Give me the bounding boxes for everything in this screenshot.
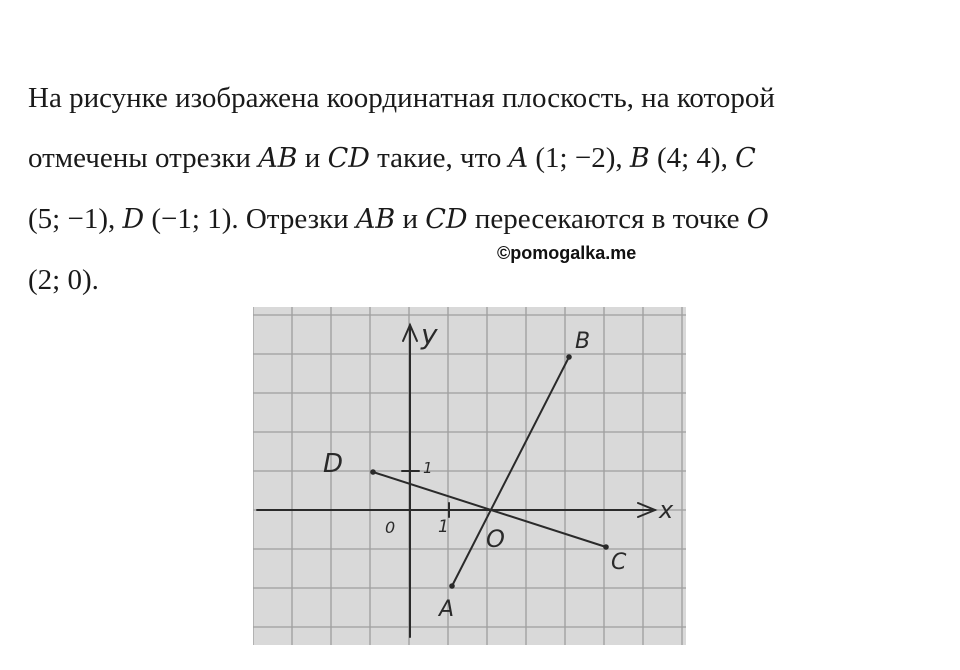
point-a-dot	[449, 583, 455, 589]
problem-line-4: (2; 0).	[28, 264, 99, 296]
x-unit-label: 1	[438, 517, 449, 537]
origin-label: 0	[385, 518, 396, 537]
axes	[257, 325, 655, 637]
watermark: ©pomogalka.me	[497, 243, 637, 263]
segment-name-cd: CD	[327, 143, 370, 174]
segment-name-ab: AB	[355, 204, 396, 235]
point-name-a: A	[508, 143, 529, 174]
point-c-coords: (5; −1),	[28, 203, 123, 235]
point-a-coords: (1; −2),	[528, 142, 630, 174]
coordinate-plane-figure	[253, 307, 686, 645]
y-unit-label: 1	[423, 459, 433, 477]
grid	[253, 307, 686, 645]
point-b-coords: (4; 4),	[649, 142, 736, 174]
point-c-dot	[603, 544, 609, 550]
text-fragment: и	[297, 142, 328, 174]
segment-name-cd: CD	[425, 204, 468, 235]
point-name-c: C	[735, 143, 756, 174]
point-name-b: B	[629, 143, 650, 174]
point-name-o: O	[746, 204, 769, 235]
text-fragment: такие, что	[369, 142, 509, 174]
problem-line-1: На рисунке изображена координатная плоскость, на которой	[28, 82, 775, 114]
problem-line-2	[28, 128, 928, 189]
text-fragment: отмечены отрезки	[28, 142, 259, 174]
point-d-label: D	[323, 449, 344, 479]
point-d-coords: (−1; 1). Отрезки	[144, 203, 356, 235]
coordinate-plane-svg	[253, 307, 686, 645]
text-fragment: пересекаются в точке	[467, 203, 747, 235]
point-name-d: D	[122, 204, 145, 235]
point-a-label: A	[439, 597, 455, 622]
point-d-dot	[370, 469, 376, 475]
problem-line-3	[28, 189, 928, 250]
problem-statement	[28, 68, 928, 310]
x-axis-label: x	[659, 496, 674, 524]
point-b-label: B	[575, 329, 591, 354]
segment-name-ab: AB	[258, 143, 298, 174]
y-axis-label: y	[421, 318, 438, 351]
point-c-label: C	[611, 550, 627, 575]
point-o-label: O	[486, 525, 505, 553]
text-fragment: и	[395, 203, 426, 235]
point-b-dot	[566, 354, 572, 360]
